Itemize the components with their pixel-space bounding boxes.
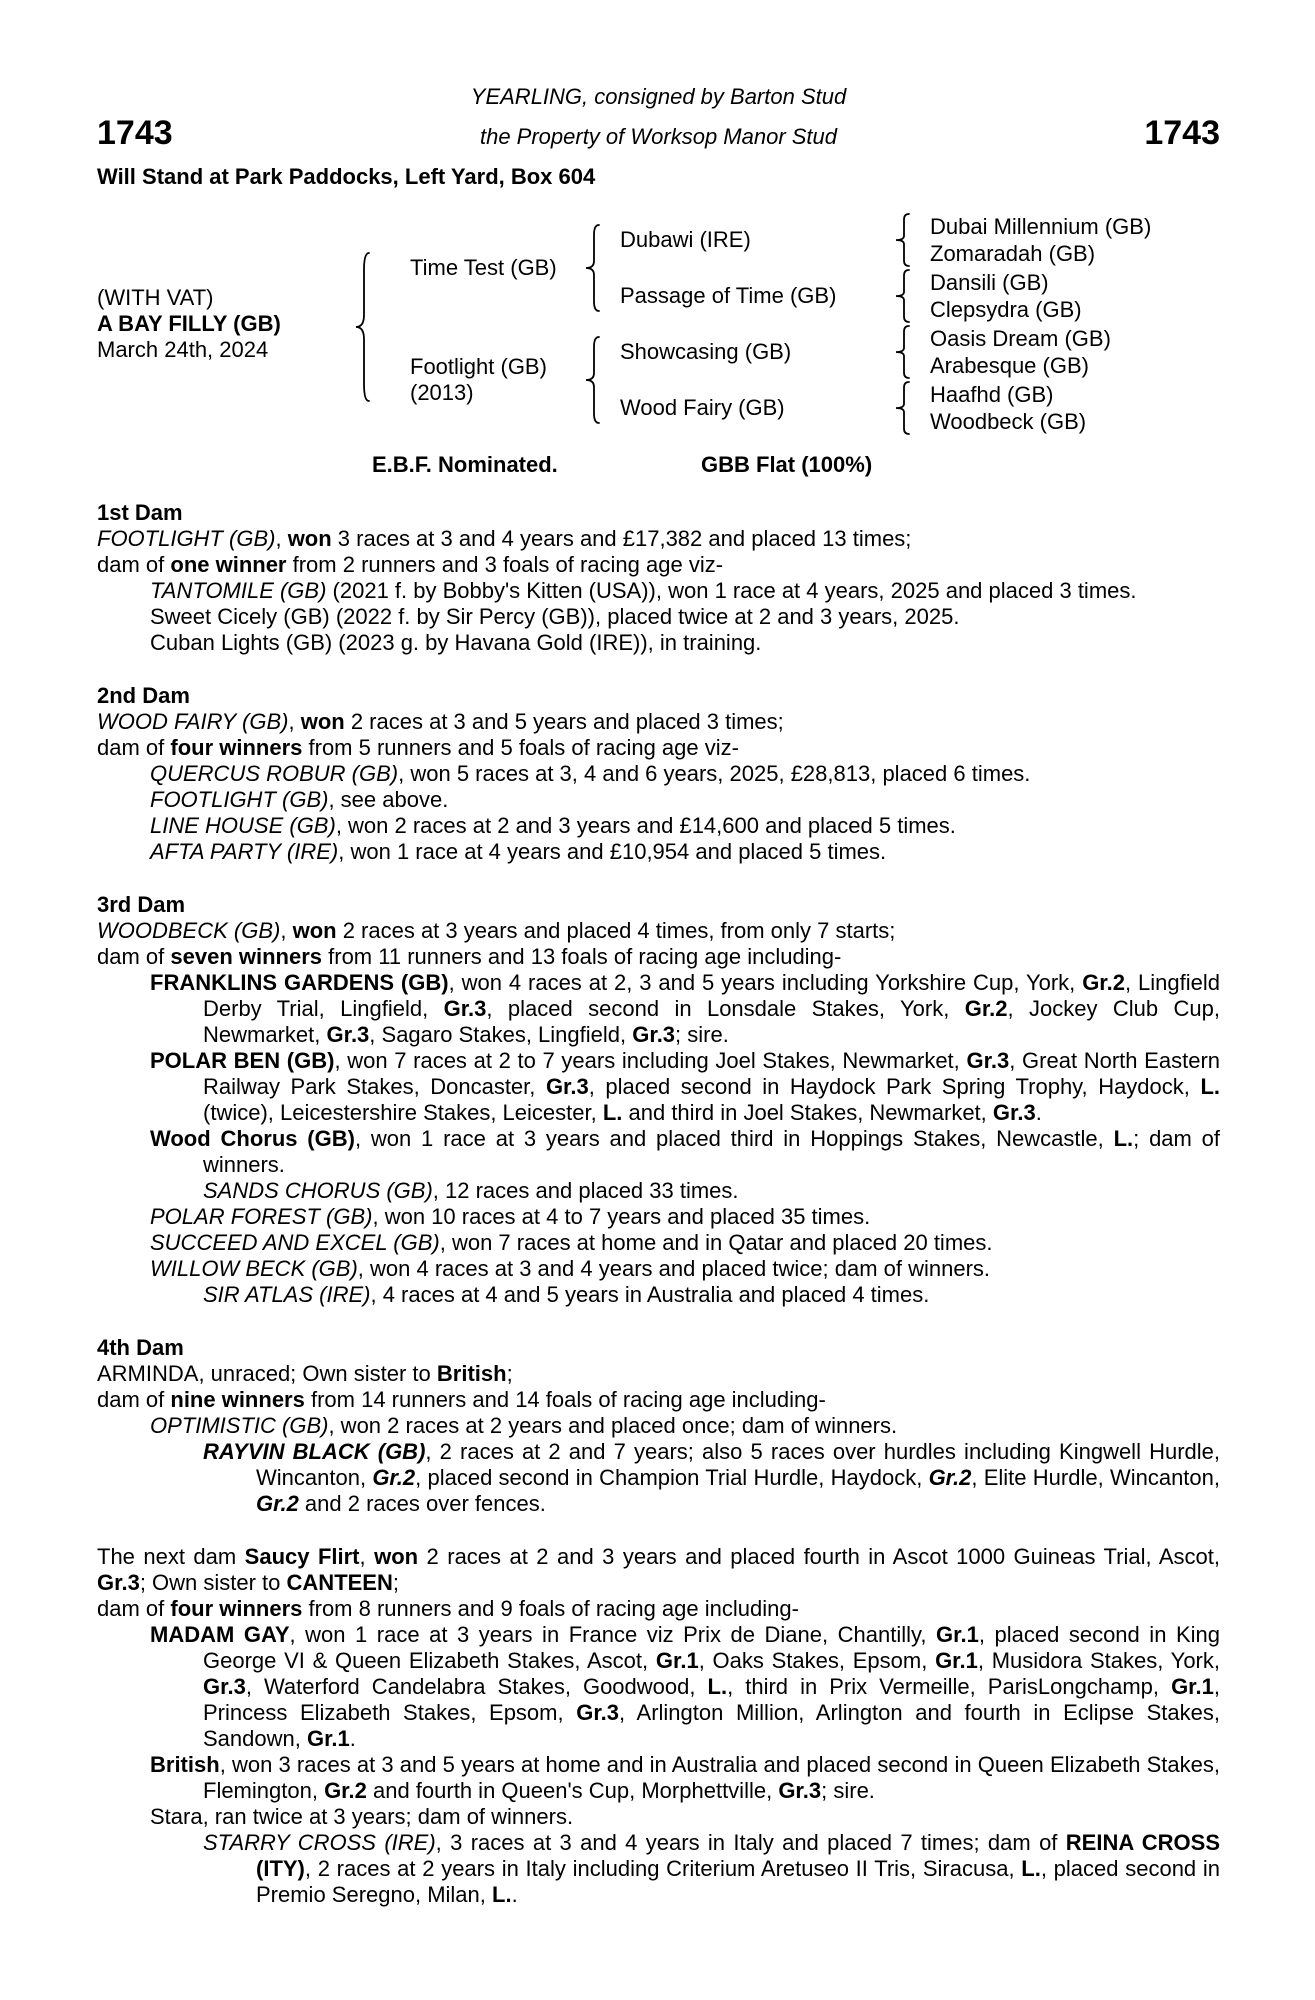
text-segment: one winner — [170, 552, 287, 577]
text-segment: , — [280, 918, 293, 943]
pedigree-paragraph — [97, 1204, 1220, 1230]
text-segment: (2021 f. by Bobby's Kitten (USA)), won 1 race at 4 years, 2025 and placed 3 times. — [326, 578, 1137, 603]
pedigree-paragraph — [97, 1622, 1220, 1752]
text-segment: , Waterford Candelabra Stakes, Goodwood, — [245, 1674, 708, 1699]
text-segment: from 11 runners and 13 foals of racing age including- — [322, 944, 842, 969]
section-heading: 2nd Dam — [97, 683, 190, 708]
text-segment: . — [511, 1882, 518, 1907]
text-segment: British — [150, 1752, 220, 1777]
pedigree-section — [97, 1335, 1220, 1517]
text-segment: , 3 races at 3 and 4 years in Italy and placed 7 times; dam of — [435, 1830, 1066, 1855]
text-segment: and 2 races over fences. — [298, 1491, 546, 1516]
text-segment: Gr.3 — [576, 1700, 620, 1725]
pedigree-gen3-brace-icon — [895, 213, 910, 267]
text-segment: STARRY CROSS (IRE) — [203, 1830, 436, 1855]
pedigree-section — [97, 1544, 1220, 1908]
gbb-flat-label: GBB Flat (100%) — [701, 452, 873, 477]
text-segment: CANTEEN — [286, 1570, 393, 1595]
text-segment: and third in Joel Stakes, Newmarket, — [622, 1100, 993, 1125]
text-segment: , 4 races at 4 and 5 years in Australia and placed 4 times. — [370, 1282, 930, 1307]
text-segment: RAYVIN BLACK (GB) — [203, 1439, 426, 1464]
dam-name: Footlight (GB) — [410, 354, 547, 379]
lot-row — [97, 114, 1220, 152]
text-segment: . — [1035, 1100, 1042, 1125]
text-segment: , see above. — [328, 787, 449, 812]
pedigree-sire-brace-icon — [585, 224, 600, 312]
text-segment: , won 2 races at 2 years and placed once; dam of winners. — [328, 1413, 898, 1438]
text-segment: L. — [492, 1882, 512, 1907]
pedigree-section — [97, 500, 1220, 656]
text-segment: . — [349, 1726, 356, 1751]
text-segment: ; — [392, 1570, 399, 1595]
text-segment: , Sagaro Stakes, Lingfield, — [369, 1022, 633, 1047]
text-segment: Gr.3 — [443, 996, 487, 1021]
text-segment: , 12 races and placed 33 times. — [432, 1178, 739, 1203]
text-segment: FOOTLIGHT (GB) — [97, 526, 276, 551]
consignor-line: YEARLING, consigned by Barton Stud — [470, 84, 847, 109]
pedigree-paragraph — [97, 552, 1220, 578]
text-segment: Gr.3 — [778, 1778, 822, 1803]
text-segment: and fourth in Queen's Cup, Morphettville, — [366, 1778, 779, 1803]
text-segment: ; dam of winners. — [203, 1126, 1221, 1177]
text-segment: FOOTLIGHT (GB) — [150, 787, 329, 812]
text-segment: from 8 runners and 9 foals of racing age including- — [302, 1596, 799, 1621]
text-segment: , — [288, 709, 301, 734]
text-segment: 3 races at 3 and 4 years and £17,382 and placed 13 times; — [331, 526, 912, 551]
text-segment: L. — [1021, 1856, 1041, 1881]
section-heading: 4th Dam — [97, 1335, 184, 1360]
pedigree-paragraph — [97, 1282, 1220, 1308]
pedigree-paragraph — [97, 604, 1220, 630]
text-segment: Gr.3 — [203, 1674, 246, 1699]
text-segment: , Oaks Stakes, Epsom, — [698, 1648, 936, 1673]
text-segment: (twice), Leicestershire Stakes, Leicester, — [203, 1100, 603, 1125]
pedigree-paragraph — [97, 1830, 1220, 1908]
text-segment: 2 races at 2 and 3 years and placed fourth in Ascot 1000 Guineas Trial, Ascot, — [418, 1544, 1220, 1569]
pedigree-paragraph — [97, 1230, 1220, 1256]
text-segment: WOODBECK (GB) — [97, 918, 281, 943]
text-segment: , won 5 races at 3, 4 and 6 years, 2025, £28,813, placed 6 times. — [398, 761, 1031, 786]
pedigree-section — [97, 892, 1220, 1308]
text-segment: , third in Prix Vermeille, ParisLongchamp, — [727, 1674, 1172, 1699]
text-segment: Wood Chorus (GB) — [150, 1126, 355, 1151]
pedigree-paragraph — [97, 735, 1220, 761]
text-segment: , placed second in Lonsdale Stakes, York, — [486, 996, 965, 1021]
pedigree-paragraph — [97, 630, 1220, 656]
text-segment: , — [359, 1544, 375, 1569]
text-segment: Gr.1 — [655, 1648, 699, 1673]
text-segment: AFTA PARTY (IRE) — [150, 839, 339, 864]
text-segment: from 2 runners and 3 foals of racing age viz- — [286, 552, 724, 577]
text-segment: dam of — [97, 1387, 171, 1412]
section-heading: 3rd Dam — [97, 892, 186, 917]
pedigree-paragraph — [97, 1439, 1220, 1517]
pedigree-paragraph — [97, 578, 1220, 604]
pedigree-tree — [97, 206, 1220, 442]
text-segment: , won 1 race at 4 years and £10,954 and placed 5 times. — [338, 839, 887, 864]
pedigree-gen2-entry: Wood Fairy (GB) — [620, 395, 785, 420]
text-segment: Gr.3 — [966, 1048, 1010, 1073]
pedigree-paragraph — [97, 1178, 1220, 1204]
text-segment: nine winners — [170, 1387, 305, 1412]
pedigree-paragraph — [97, 709, 1220, 735]
text-segment: Gr.1 — [935, 1648, 978, 1673]
text-segment: Gr.3 — [632, 1022, 676, 1047]
pedigree-paragraph — [97, 1126, 1220, 1178]
text-segment: Stara, ran twice at 3 years; dam of winners. — [150, 1804, 574, 1829]
text-segment: , placed second in Champion Trial Hurdle, Haydock, — [415, 1465, 929, 1490]
text-segment: L. — [707, 1674, 728, 1699]
text-segment: , Arlington Million, Arlington and fourth in Eclipse Stakes, Sandown, — [203, 1700, 1221, 1751]
pedigree-gen3-entry: Dubai Millennium (GB) — [930, 214, 1152, 239]
dam-year: (2013) — [410, 380, 474, 405]
text-segment: dam of — [97, 735, 171, 760]
text-segment: Gr.3 — [326, 1022, 370, 1047]
sire-name: Time Test (GB) — [410, 255, 557, 280]
text-segment: , 2 races at 2 and 7 years; also 5 races over hurdles including Kingwell Hurdle, Wincanton, — [256, 1439, 1221, 1490]
pedigree-gen3-entry: Haafhd (GB) — [930, 382, 1054, 407]
nominations-line — [97, 452, 1220, 478]
text-segment: Gr.2 — [928, 1465, 972, 1490]
pedigree-paragraph — [97, 1544, 1220, 1596]
text-segment: Sweet Cicely (GB) (2022 f. by Sir Percy (GB)), placed twice at 2 and 3 years, 2025. — [150, 604, 960, 629]
text-segment: , Elite Hurdle, Wincanton, — [971, 1465, 1220, 1490]
text-segment: Gr.2 — [324, 1778, 367, 1803]
text-segment: ; sire. — [675, 1022, 729, 1047]
text-segment: Gr.1 — [936, 1622, 979, 1647]
text-segment: L. — [602, 1100, 623, 1125]
text-segment: 2 races at 3 years and placed 4 times, from only 7 starts; — [336, 918, 896, 943]
text-segment: Gr.3 — [545, 1074, 589, 1099]
text-segment: ; sire. — [821, 1778, 875, 1803]
text-segment: dam of — [97, 944, 171, 969]
page-header — [97, 84, 1220, 190]
text-segment: from 5 runners and 5 foals of racing age viz- — [302, 735, 739, 760]
pedigree-gen3-brace-icon — [895, 325, 910, 379]
text-segment: Gr.2 — [372, 1465, 416, 1490]
text-segment: dam of — [97, 552, 171, 577]
section-heading: 1st Dam — [97, 500, 183, 525]
text-segment: , placed second in Premio Seregno, Milan, — [256, 1856, 1221, 1907]
lot-number-left: 1743 — [97, 114, 173, 152]
text-segment: WOOD FAIRY (GB) — [97, 709, 289, 734]
text-segment: Gr.2 — [1082, 970, 1125, 995]
text-segment: won — [300, 709, 345, 734]
pedigree-paragraph — [97, 761, 1220, 787]
pedigree-gen2-entry: Passage of Time (GB) — [620, 283, 837, 308]
pedigree-paragraph — [97, 1413, 1220, 1439]
text-segment: , won 3 races at 3 and 5 years at home and in Australia and placed second in Queen Elizabeth Stakes, Flemington, — [203, 1752, 1220, 1803]
pedigree-gen3-brace-icon — [895, 381, 910, 435]
ebf-nominated-label: E.B.F. Nominated. — [372, 452, 558, 477]
text-segment: SIR ATLAS (IRE) — [203, 1282, 371, 1307]
text-segment: Gr.3 — [97, 1570, 140, 1595]
text-segment: won — [287, 526, 332, 551]
pedigree-paragraph — [97, 1361, 1220, 1387]
text-segment: QUERCUS ROBUR (GB) — [150, 761, 399, 786]
text-segment: WILLOW BECK (GB) — [150, 1256, 358, 1281]
text-segment: SANDS CHORUS (GB) — [203, 1178, 433, 1203]
text-segment: four winners — [170, 1596, 303, 1621]
text-segment: MADAM GAY — [150, 1622, 290, 1647]
text-segment: from 14 runners and 14 foals of racing age including- — [304, 1387, 826, 1412]
text-segment: , Musidora Stakes, York, — [977, 1648, 1220, 1673]
text-segment: Gr.2 — [256, 1491, 299, 1516]
text-segment: , won 7 races at 2 to 7 years including Joel Stakes, Newmarket, — [334, 1048, 967, 1073]
pedigree-paragraph — [97, 787, 1220, 813]
text-segment: REINA CROSS (ITY) — [256, 1830, 1220, 1881]
text-segment: Cuban Lights (GB) (2023 g. by Havana Gold (IRE)), in training. — [150, 630, 762, 655]
text-segment: , Great North Eastern Railway Park Stakes, Doncaster, — [203, 1048, 1221, 1099]
pedigree-gen3-entry: Zomaradah (GB) — [930, 241, 1096, 266]
text-segment: Gr.1 — [306, 1726, 350, 1751]
text-segment: L. — [1113, 1126, 1134, 1151]
text-segment: Gr.2 — [964, 996, 1008, 1021]
pedigree-paragraph — [97, 1256, 1220, 1282]
text-segment: OPTIMISTIC (GB) — [150, 1413, 329, 1438]
pedigree-paragraph — [97, 944, 1220, 970]
pedigree-paragraph — [97, 1387, 1220, 1413]
pedigree-gen2-entry: Dubawi (IRE) — [620, 227, 751, 252]
text-segment: won — [374, 1544, 419, 1569]
pedigree-main-brace-icon — [355, 252, 370, 402]
text-segment: Saucy Flirt — [244, 1544, 360, 1569]
text-segment: , 2 races at 2 years in Italy including Criterium Aretuseo II Tris, Siracusa, — [304, 1856, 1022, 1881]
text-segment: TANTOMILE (GB) — [150, 578, 327, 603]
text-segment: LINE HOUSE (GB) — [150, 813, 336, 838]
pedigree-details — [97, 500, 1220, 1908]
pedigree-gen2-entry: Showcasing (GB) — [620, 339, 792, 364]
pedigree-paragraph — [97, 526, 1220, 552]
pedigree-paragraph — [97, 1048, 1220, 1126]
pedigree-paragraph — [97, 918, 1220, 944]
text-segment: , placed second in King George VI & Queen Elizabeth Stakes, Ascot, — [203, 1622, 1220, 1673]
subject-name: A BAY FILLY (GB) — [97, 311, 281, 336]
pedigree-gen3-entry: Arabesque (GB) — [930, 353, 1089, 378]
pedigree-section — [97, 683, 1220, 865]
pedigree-gen3-entry: Oasis Dream (GB) — [930, 326, 1111, 351]
text-segment: POLAR BEN (GB) — [150, 1048, 335, 1073]
text-segment: ; — [506, 1361, 513, 1386]
pedigree-paragraph — [97, 1596, 1220, 1622]
text-segment: , won 2 races at 2 and 3 years and £14,600 and placed 5 times. — [335, 813, 956, 838]
text-segment: , — [275, 526, 288, 551]
text-segment: , won 4 races at 2, 3 and 5 years including Yorkshire Cup, York, — [448, 970, 1083, 995]
text-segment: ; Own sister to — [139, 1570, 287, 1595]
subject-foaling-date: March 24th, 2024 — [97, 337, 269, 362]
text-segment: British — [436, 1361, 507, 1386]
text-segment: , won 4 races at 3 and 4 years and placed twice; dam of winners. — [357, 1256, 991, 1281]
text-segment: Gr.1 — [1171, 1674, 1214, 1699]
text-segment: Gr.3 — [992, 1100, 1036, 1125]
property-line: the Property of Worksop Manor Stud — [479, 124, 838, 149]
stand-location: Will Stand at Park Paddocks, Left Yard, Box 604 — [97, 164, 596, 189]
text-segment: , won 10 races at 4 to 7 years and placed 35 times. — [372, 1204, 871, 1229]
vat-note: (WITH VAT) — [97, 285, 214, 310]
pedigree-paragraph — [97, 1752, 1220, 1804]
text-segment: , won 7 races at home and in Qatar and placed 20 times. — [439, 1230, 993, 1255]
text-segment: ARMINDA, unraced; Own sister to — [97, 1361, 437, 1386]
text-segment: , placed second in Haydock Park Spring Trophy, Haydock, — [588, 1074, 1201, 1099]
text-segment: , Jockey Club Cup, Newmarket, — [203, 996, 1220, 1047]
text-segment: SUCCEED AND EXCEL (GB) — [150, 1230, 440, 1255]
text-segment: The next dam — [97, 1544, 245, 1569]
text-segment: L. — [1200, 1074, 1220, 1099]
pedigree-paragraph — [97, 1804, 1220, 1830]
pedigree-paragraph — [97, 813, 1220, 839]
pedigree-paragraph — [97, 839, 1220, 865]
text-segment: , won 1 race at 3 years in France viz Prix de Diane, Chantilly, — [289, 1622, 937, 1647]
pedigree-paragraph — [97, 970, 1220, 1048]
text-segment: , won 1 race at 3 years and placed third in Hoppings Stakes, Newcastle, — [354, 1126, 1114, 1151]
text-segment: seven winners — [170, 944, 323, 969]
text-segment: , Princess Elizabeth Stakes, Epsom, — [203, 1674, 1220, 1725]
text-segment: FRANKLINS GARDENS (GB) — [150, 970, 449, 995]
pedigree-gen3-brace-icon — [895, 269, 910, 323]
pedigree-gen3-entry: Dansili (GB) — [930, 270, 1049, 295]
pedigree-gen3-entry: Clepsydra (GB) — [930, 297, 1082, 322]
lot-number-right: 1743 — [1144, 114, 1220, 152]
pedigree-dam-brace-icon — [585, 336, 600, 424]
text-segment: won — [292, 918, 337, 943]
text-segment: , Lingfield Derby Trial, Lingfield, — [203, 970, 1220, 1021]
pedigree-gen3-entry: Woodbeck (GB) — [930, 409, 1087, 434]
text-segment: POLAR FOREST (GB) — [150, 1204, 373, 1229]
text-segment: 2 races at 3 and 5 years and placed 3 times; — [344, 709, 784, 734]
text-segment: four winners — [170, 735, 303, 760]
text-segment: dam of — [97, 1596, 171, 1621]
